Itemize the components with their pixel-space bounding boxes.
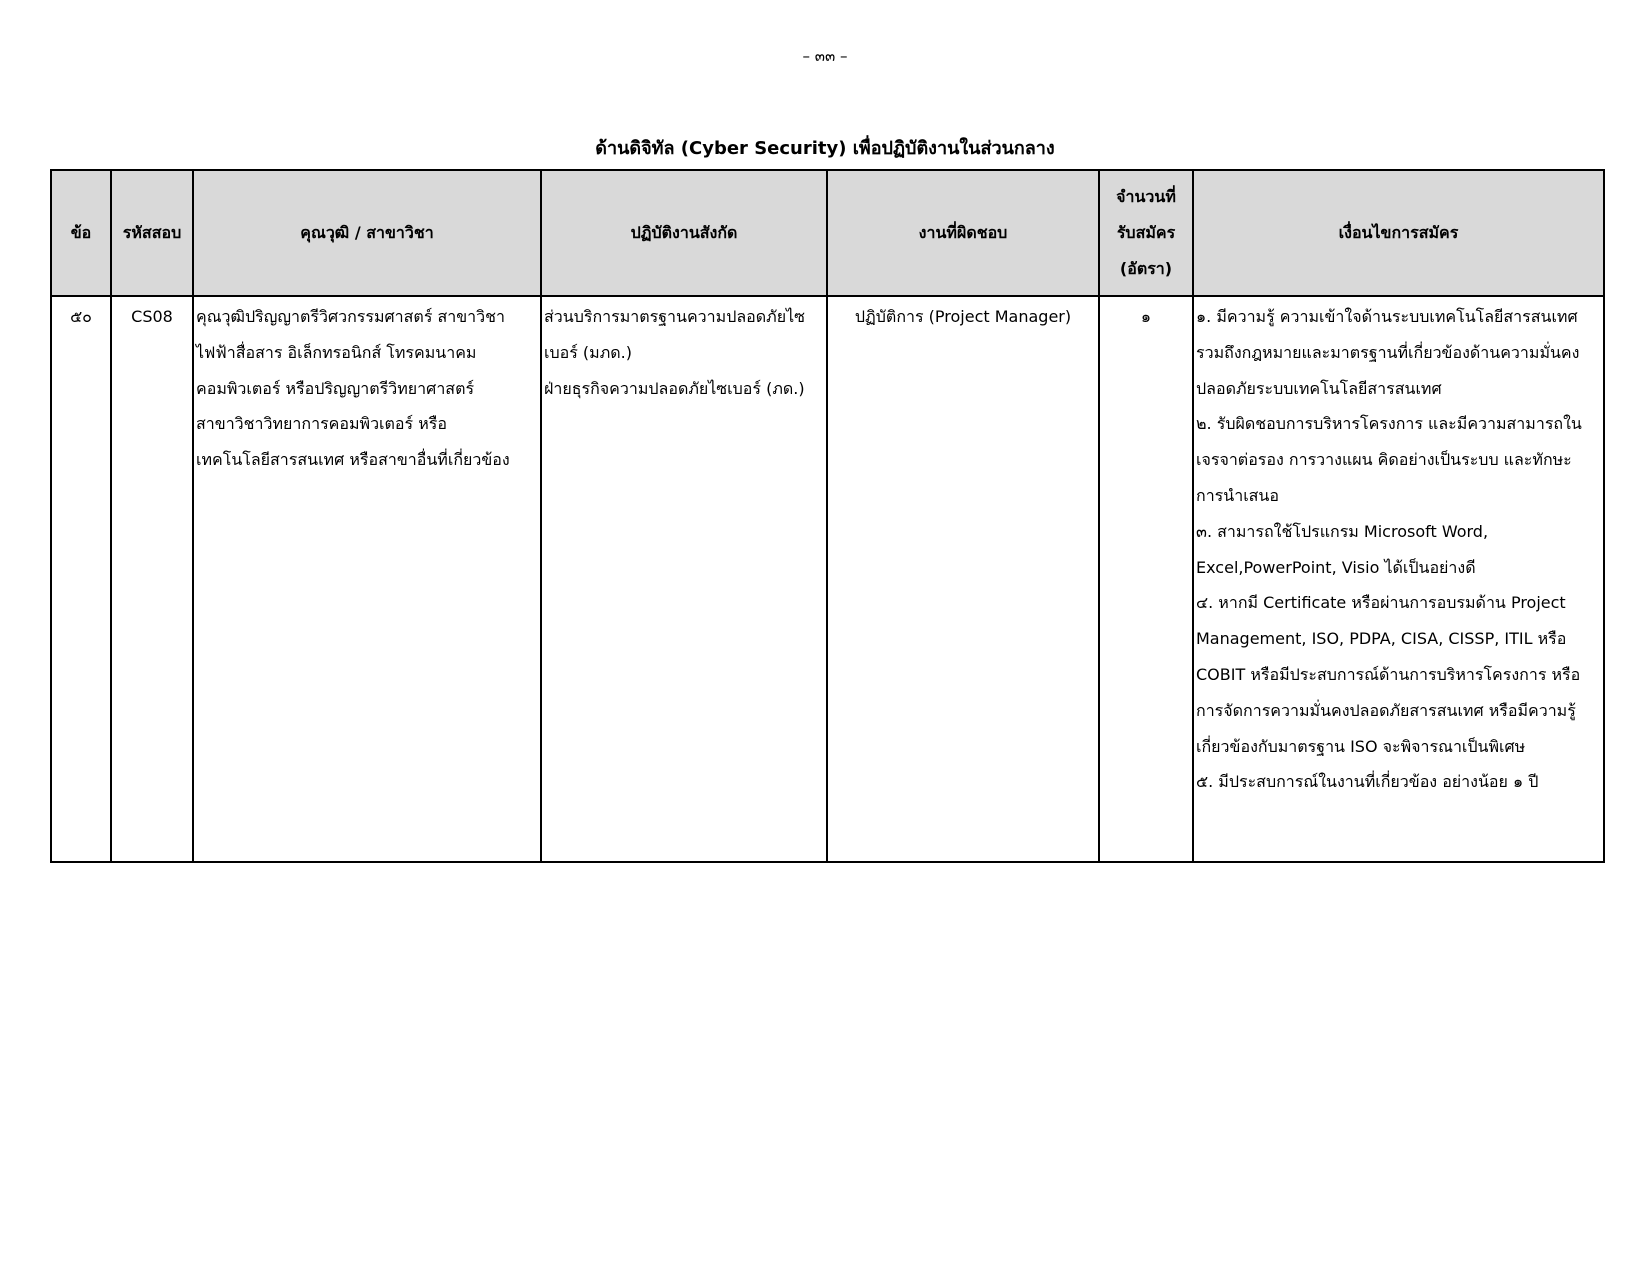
header-department: ปฏิบัติงานสังกัด <box>541 170 827 296</box>
header-count-line: จำนวนที่ <box>1116 187 1176 206</box>
cell-no: ๕๐ <box>51 296 111 862</box>
table-row <box>51 296 1604 862</box>
condition-line: ปลอดภัยระบบเทคโนโลยีสารสนเทศ <box>1196 378 1442 398</box>
cell-code: CS08 <box>111 296 193 862</box>
department-line: ฝ่ายธุรกิจความปลอดภัยไซเบอร์ (ภด.) <box>544 378 805 398</box>
condition-line: เกี่ยวข้องกับมาตรฐาน ISO จะพิจารณาเป็นพิเศษ <box>1196 736 1526 756</box>
header-count <box>1099 170 1193 296</box>
condition-line: การนำเสนอ <box>1196 485 1279 505</box>
condition-line: การจัดการความมั่นคงปลอดภัยสารสนเทศ หรือมีความรู้ <box>1196 700 1576 720</box>
condition-line: ๒. รับผิดชอบการบริหารโครงการ และมีความสามารถใน <box>1196 414 1582 434</box>
cell-department <box>541 296 827 862</box>
table-header-row <box>51 170 1604 296</box>
page-title: ด้านดิจิทัล (Cyber Security) เพื่อปฏิบัติงานในส่วนกลาง <box>595 138 1055 159</box>
qualification-line: ไฟฟ้าสื่อสาร อิเล็กทรอนิกส์ โทรคมนาคม <box>196 342 477 362</box>
cell-count: ๑ <box>1099 296 1193 862</box>
header-conditions: เงื่อนไขการสมัคร <box>1193 170 1604 296</box>
cell-responsibility: ปฏิบัติการ (Project Manager) <box>827 296 1099 862</box>
header-count-line: (อัตรา) <box>1119 259 1173 278</box>
qualification-line: เทคโนโลยีสารสนเทศ หรือสาขาอื่นที่เกี่ยวข้อง <box>196 450 510 470</box>
condition-line: ๓. สามารถใช้โปรแกรม Microsoft Word, <box>1196 521 1489 541</box>
qualification-line: คอมพิวเตอร์ หรือปริญญาตรีวิทยาศาสตร์ <box>196 378 475 398</box>
qualification-line: สาขาวิชาวิทยาการคอมพิวเตอร์ หรือ <box>196 414 447 434</box>
condition-line: ๔. หากมี Certificate หรือผ่านการอบรมด้าน Project <box>1196 593 1566 613</box>
page-number: – ๓๓ – <box>802 47 848 65</box>
header-no: ข้อ <box>51 170 111 296</box>
cell-qualification <box>193 296 541 862</box>
header-count-line: รับสมัคร <box>1116 223 1176 242</box>
condition-line: Management, ISO, PDPA, CISA, CISSP, ITIL หรือ <box>1196 629 1567 649</box>
cell-conditions <box>1193 296 1604 862</box>
positions-table <box>50 169 1605 863</box>
header-responsibility: งานที่ผิดชอบ <box>827 170 1099 296</box>
condition-line: เจรจาต่อรอง การวางแผน คิดอย่างเป็นระบบ และทักษะ <box>1196 450 1572 470</box>
department-line: ส่วนบริการมาตรฐานความปลอดภัยไซ <box>544 307 805 326</box>
condition-line: COBIT หรือมีประสบการณ์ด้านการบริหารโครงการ หรือ <box>1196 664 1581 684</box>
condition-line: ๑. มีความรู้ ความเข้าใจด้านระบบเทคโนโลยีสารสนเทศ <box>1196 307 1578 326</box>
department-line: เบอร์ (มภด.) <box>544 342 632 362</box>
header-qualification: คุณวุฒิ / สาขาวิชา <box>193 170 541 296</box>
header-code: รหัสสอบ <box>111 170 193 296</box>
condition-line: Excel,PowerPoint, Visio ได้เป็นอย่างดี <box>1196 557 1476 577</box>
condition-line: รวมถึงกฎหมายและมาตรฐานที่เกี่ยวข้องด้านความมั่นคง <box>1196 342 1580 362</box>
qualification-line: คุณวุฒิปริญญาตรีวิศวกรรมศาสตร์ สาขาวิชา <box>196 307 505 326</box>
condition-line: ๕. มีประสบการณ์ในงานที่เกี่ยวข้อง อย่างน้อย ๑ ปี <box>1196 772 1539 792</box>
